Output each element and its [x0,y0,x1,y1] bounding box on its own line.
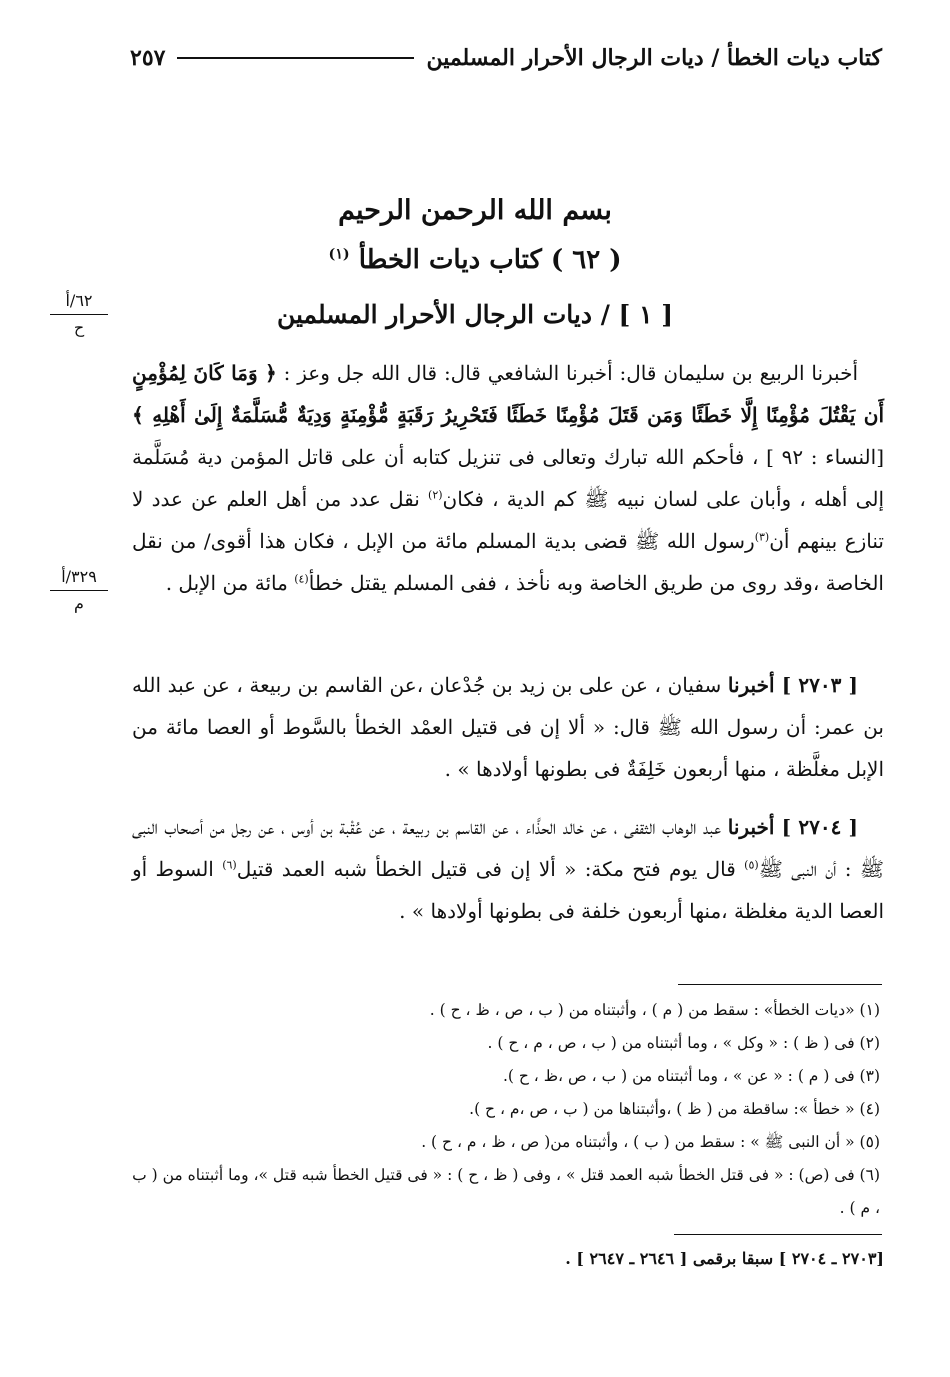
footnote: (٤) « خطأ »: ساقطة من ( ظ ) ،وأثبتناها من ( ب ، ص ،م ، ح ). [469,1100,880,1118]
footnote-marker: (٦) [222,858,237,872]
intro-text: نقل عدد من أهل العلم عن عدد لا تنازع بينهم أن [132,487,884,553]
hadith-2703 [132,664,884,790]
page-number: ٢٥٧ [130,45,166,71]
intro-text: أخبرنا الربيع بن سليمان قال: أخبرنا الشافعي قال: قال الله جل وعز : [283,361,858,385]
intro-text: [النساء : ٩٢ ] ، فأحكم الله تبارك وتعالى فى تنزيل كتابه أن على قاتل المؤمن دية مُسَلَّمة إلى أهله ، وأبان على لسان نبيه ﷺ كم الدية ، فكان [132,445,884,511]
intro-text: مائة من الإبل . [165,571,288,595]
hadith-number: [ ٢٧٠٤ ] أخبرنا [727,815,859,839]
footnote-marker: (٥) [744,858,759,872]
running-header [130,40,882,76]
hadith-text: قال يوم فتح مكة: « ألا إن فى قتيل الخطأ شبه العمد قتيل [236,857,736,881]
margin-reference-number: ٦٢/أ [50,290,108,315]
footnote-divider [678,984,882,985]
margin-reference-number: ٣٢٩/أ [50,566,108,591]
hadith-number: [ ٢٧٠٣ ] أخبرنا [727,673,858,697]
footnote-marker: (٣) [754,530,770,544]
footnote: (٢) فى ( ظ ) : « وكل » ، وما أثبتناه من ( ب ، ص ، م ، ح ) . [487,1034,880,1052]
margin-reference [50,566,108,615]
margin-reference-letter: ح [73,318,85,337]
crossref-divider [674,1234,882,1235]
quran-verse: ﴿ وَمَا كَانَ لِمُؤْمِنٍ أَن يَقْتُلَ مُؤْمِنًا إِلَّا خَطَئًا وَمَن قَتَلَ مُؤْمِنًا خَطَئًا فَتَحْرِيرُ رَقَبَةٍ مُّؤْمِنَةٍ وَدِيَةٌ مُّسَلَّمَةٌ إِلَىٰ أَهْلِهِ ﴾ [132,361,884,427]
hadith-text: عبد الوهاب الثقفى ، عن خالد الحذَّاء ، عن القاسم بن ربيعة ، عن عُقْبة بن أوس ، عن رجل من أصحاب النبى ﷺ : أن النبى ﷺ [132,815,885,881]
intro-paragraph [132,352,884,604]
footnote: (٦) فى (ص) : « فى قتل الخطأ شبه العمد قتل » ، وفى ( ظ ، ح ) : « فى قتيل الخطأ شبه قتل »، وما أثبتناه من ( ب ، م ) . [132,1166,880,1217]
footnote: (١) «ديات الخطأ» : سقط من ( م ) ، وأثبتناه من ( ب ، ص ، ظ ، ح ) . [429,1001,880,1019]
footnote-marker: (٢) [428,488,443,502]
book-title [0,245,950,275]
hadith-text: السوط أو العصا الدية مغلظة ،منها أربعون خلفة فى بطونها أولادها » . [132,857,884,923]
book-title-footnote-marker: (١) [328,246,350,263]
intro-text: رسول الله ﷺ قضى بدية المسلم مائة من الإبل ، فكان هذا أقوى/ من نقل الخاصة ،وقد روى من طريق الخاصة وبه نأخذ ، ففى المسلم يقتل خطأ [132,529,884,595]
footnote: (٣) فى ( م ) : « عن » ، وما أثبتناه من ( ب ، ص ،ظ ، ح ). [502,1067,880,1085]
book-title-text: ( ٦٢ ) كتاب ديات الخطأ [358,245,622,275]
header-rule [177,57,414,59]
margin-reference [50,290,108,339]
footnotes [132,994,884,1225]
hadith-text: سفيان ، عن على بن زيد بن جُدْعان ،عن القاسم بن ربيعة ، عن عبد الله بن عمر: أن رسول الله ﷺ قال: « ألا إن فى قتيل العمْد الخطأ بالسَّوط أو العصا مائة من الإبل مغلَّظة ، منها أربعون خَلِفَةٌ فى بطونها أولادها » . [132,673,885,781]
cross-reference: [٢٧٠٣ ـ ٢٧٠٤ ] سبقا برقمى [ ٢٦٤٦ ـ ٢٦٤٧ ] . [565,1249,884,1268]
margin-reference-letter: م [74,594,84,613]
footnote-marker: (٤) [294,572,309,586]
chapter-title: [ ١ ] / ديات الرجال الأحرار المسلمين [276,300,674,329]
running-title: كتاب ديات الخطأ / ديات الرجال الأحرار المسلمين [426,45,882,71]
footnote: (٥) « أن النبى ﷺ » : سقط من ( ب ) ، وأثبتناه من( ص ، ظ ، م ، ح ) . [421,1133,880,1151]
hadith-2704 [132,806,884,932]
basmala: بسم الله الرحمن الرحيم [338,195,612,226]
